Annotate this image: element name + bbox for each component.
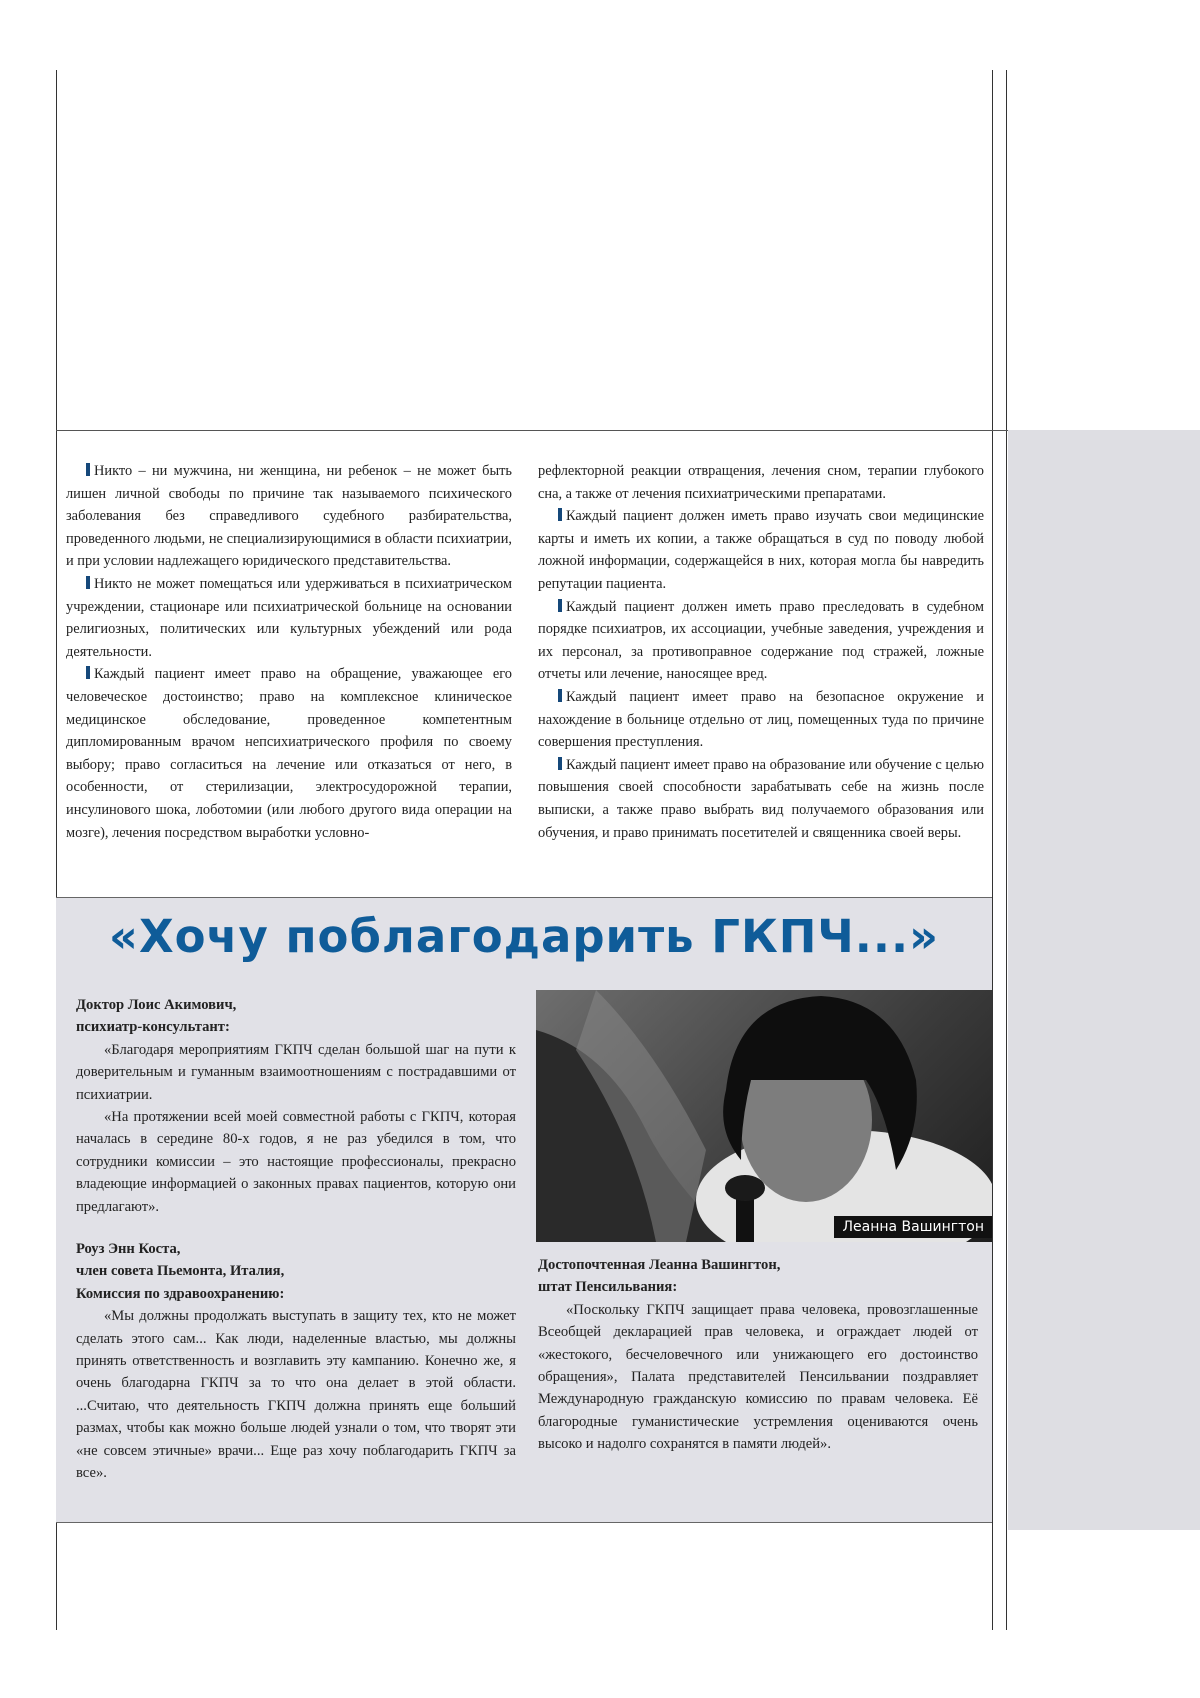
quote-text: «Мы должны продолжать выступать в защиту тех, кто не может сделать этого сам... Как люди, наделенные властью, мы должны принять ответственность и возглавить эту кампанию. Конечно же, я очень благодарна ГКПЧ за то что она делает в этой области. ...Считаю, что деятельность ГКПЧ должна принять еще больший размах, чтобы как можно больше людей узнали о том, что творят эти «не совсем этичные» врачи... Еще раз хочу поблагодарить ГКПЧ за все». bbox=[76, 1305, 516, 1484]
bullet-marker-icon bbox=[86, 463, 90, 476]
rights-item-continuation: рефлекторной реакции отвращения, лечения сном, терапии глубокого сна, а также от лечения психиатрическими препаратами. bbox=[538, 460, 984, 505]
quote-author-title: член совета Пьемонта, Италия, bbox=[76, 1260, 516, 1282]
bullet-marker-icon bbox=[558, 757, 562, 770]
bullet-marker-icon bbox=[558, 689, 562, 702]
page-margin-line-right-inner bbox=[992, 70, 993, 1630]
rights-item: Каждый пациент должен иметь право преследовать в судебном порядке психиатров, их ассоциации, учебные заведения, учреждения и их персонал, за противоправное содержание под стражей, ложные отчеты или лечение, наносящее вред. bbox=[538, 596, 984, 686]
rights-list bbox=[66, 460, 984, 844]
quote-text: «Поскольку ГКПЧ защищает права человека, провозглашенные Всеобщей декларацией прав человека, и ограждает людей от «жестокого, бесчеловечного или унижающего его достоинство обращения», Палата представителей Пенсильвании поздравляет Международную гражданскую комиссию по правам человека. Её благородные гуманистические устремления оцениваются очень высоко и надолго сохранятся в памяти людей». bbox=[538, 1299, 978, 1456]
rights-item: Каждый пациент должен иметь право изучать свои медицинские карты и иметь их копии, а также обращаться в суд по поводу любой ложной информации, содержащейся в них, которая могла бы навредить репутации пациента. bbox=[538, 505, 984, 595]
page-margin-line-right-outer bbox=[1006, 70, 1007, 1630]
quote-text: «Благодаря мероприятиям ГКПЧ сделан большой шаг на пути к доверительным и гуманным взаимоотношениям с пострадавшими от психиатрии. bbox=[76, 1039, 516, 1106]
testimonials-box bbox=[56, 897, 992, 1523]
quote-author-name: Достопочтенная Леанна Вашингтон, bbox=[538, 1254, 978, 1276]
rights-column-left bbox=[66, 460, 512, 844]
rights-item: Каждый пациент имеет право на образование или обучение с целью повышения своей способности зарабатывать себе на жизнь после выписки, а также право выбрать вид получаемого образования или обучения, и право принимать посетителей и священника своей веры. bbox=[538, 754, 984, 844]
bullet-marker-icon bbox=[86, 666, 90, 679]
bullet-marker-icon bbox=[86, 576, 90, 589]
testimonials-headline: «Хочу поблагодарить ГКПЧ...» bbox=[56, 910, 992, 963]
quote-author-name: Доктор Лоис Акимович, bbox=[76, 994, 516, 1016]
washington-photo bbox=[536, 990, 992, 1242]
quote-author-title: психиатр-консультант: bbox=[76, 1016, 516, 1038]
rights-item: Каждый пациент имеет право на безопасное окружение и нахождение в больнице отдельно от лиц, помещенных туда по причине совершения преступления. bbox=[538, 686, 984, 754]
bullet-marker-icon bbox=[558, 508, 562, 521]
quote-costa bbox=[76, 1238, 516, 1484]
rights-item: Никто не может помещаться или удерживаться в психиатрическом учреждении, стационаре или психиатрической больнице на основании религиозных, политических или культурных убеждений или рода деятельности. bbox=[66, 573, 512, 663]
portrait-image bbox=[536, 990, 992, 1242]
rights-item: Каждый пациент имеет право на обращение, уважающее его человеческое достоинство; право на комплексное клиническое медицинское обследование, проведенное компетентным дипломированным врачом непсихиатрического профиля по своему выбору; право согласиться на лечение или отказаться от него, в особенности, от стерилизации, электросудорожной терапии, инсулинового шока, лоботомии (или любого другого вида операции на мозге), лечения посредством выработки условно- bbox=[66, 663, 512, 844]
quote-akimovich bbox=[76, 994, 516, 1218]
bullet-marker-icon bbox=[558, 599, 562, 612]
right-gray-strip bbox=[1008, 430, 1200, 1530]
quote-author-commission: Комиссия по здравоохранению: bbox=[76, 1283, 516, 1305]
quote-author-title: штат Пенсильвания: bbox=[538, 1276, 978, 1298]
quote-washington bbox=[538, 1254, 978, 1456]
quote-text: «На протяжении всей моей совместной работы с ГКПЧ, которая началась в середине 80-х годов, я не раз убедился в том, что сотрудники комиссии – это настоящие профессионалы, прекрасно владеющие информацией о законных правах пациентов, которую они предлагают». bbox=[76, 1106, 516, 1218]
photo-caption: Леанна Вашингтон bbox=[834, 1216, 992, 1238]
rights-column-right bbox=[538, 460, 984, 844]
rights-item: Никто – ни мужчина, ни женщина, ни ребенок – не может быть лишен личной свободы по причине так называемого психического заболевания без справедливого судебного разбирательства, проведенного людьми, не специализирующимися в области психиатрии, и при условии надлежащего юридического представительства. bbox=[66, 460, 512, 573]
quote-author-name: Роуз Энн Коста, bbox=[76, 1238, 516, 1260]
